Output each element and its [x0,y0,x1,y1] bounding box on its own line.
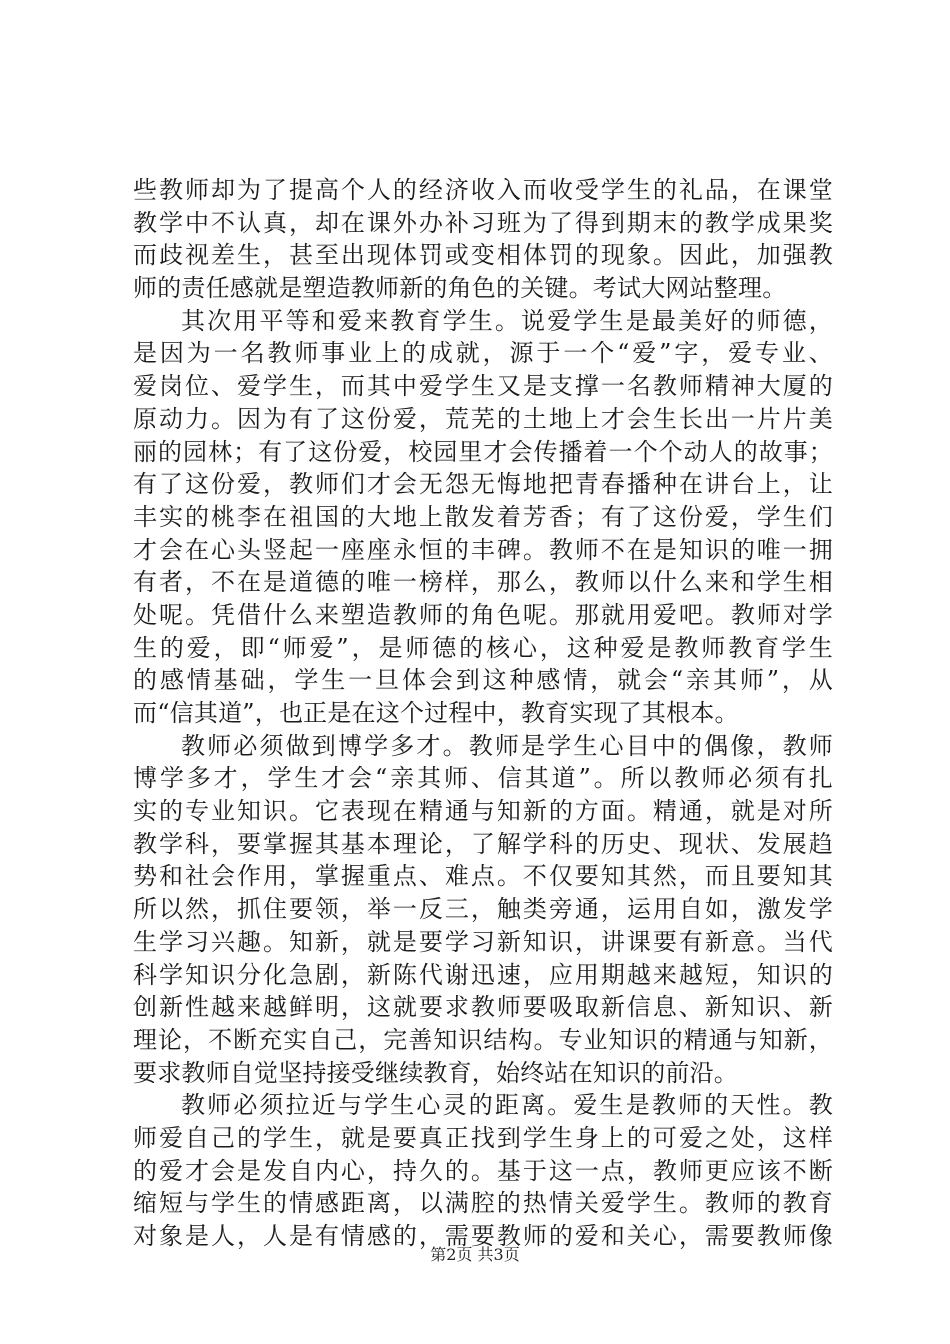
text-line: 处呢。凭借什么来塑造教师的角色呢。那就用爱吧。教师对学 [133,600,833,629]
text-line: 缩短与学生的情感距离，以满腔的热情关爱学生。教师的教育 [133,1189,833,1218]
body-text [133,174,833,1253]
text-line: 师的责任感就是塑造教师新的角色的关键。考试大网站整理。 [133,274,787,303]
text-line: 实的专业知识。它表现在精通与知新的方面。精通，就是对所 [133,797,833,826]
text-line: 师爱自己的学生，就是要真正找到学生身上的可爱之处，这样 [133,1123,833,1152]
text-line: 些教师却为了提高个人的经济收入而收受学生的礼品，在课堂 [133,176,833,204]
text-line: 的感情基础，学生一旦体会到这种感情，就会“亲其师”，从 [133,666,833,695]
text-line: 生学习兴趣。知新，就是要学习新知识，讲课要有新意。当代 [133,927,833,956]
text-line: 而“信其道”，也正是在这个过程中，教育实现了其根本。 [133,699,739,727]
text-line: 的爱才会是发自内心，持久的。基于这一点，教师更应该不断 [133,1156,833,1185]
text-line: 要求教师自觉坚持接受继续教育，始终站在知识的前沿。 [133,1058,738,1087]
text-line: 所以然，抓住要领，举一反三，触类旁通，运用自如，激发学 [133,895,833,924]
text-line: 而歧视差生，甚至出现体罚或变相体罚的现象。因此，加强教 [133,241,833,270]
paragraph-start-line: 教师必须做到博学多才。教师是学生心目中的偶像，教师 [181,731,833,760]
text-line: 理论，不断充实自己，完善知识结构。专业知识的精通与知新， [133,1025,833,1054]
text-line: 丰实的桃李在祖国的大地上散发着芳香；有了这份爱，学生们 [133,502,833,531]
text-line: 丽的园林；有了这份爱，校园里才会传播着一个个动人的故事； [133,437,833,466]
text-line: 势和社会作用，掌握重点、难点。不仅要知其然，而且要知其 [133,862,833,891]
text-line: 科学知识分化急剧，新陈代谢迅速，应用期越来越短，知识的 [133,960,833,989]
text-line: 生的爱，即“师爱”，是师德的核心，这种爱是教师教育学生 [133,633,833,662]
text-line: 有者，不在是道德的唯一榜样，那么，教师以什么来和学生相 [133,568,833,597]
text-line: 是因为一名教师事业上的成就，源于一个“爱”字，爱专业、 [133,339,833,368]
text-line: 对象是人，人是有情感的，需要教师的爱和关心，需要教师像 [133,1222,833,1250]
text-line: 爱岗位、爱学生，而其中爱学生又是支撑一名教师精神大厦的 [133,372,833,401]
text-line: 教学科，要掌握其基本理论，了解学科的历史、现状、发展趋 [133,829,833,858]
text-line: 博学多才，学生才会“亲其师、信其道”。所以教师必须有扎 [133,764,833,793]
paragraph-start-line: 教师必须拉近与学生心灵的距离。爱生是教师的天性。教 [181,1091,833,1120]
text-line: 有了这份爱，教师们才会无怨无悔地把青春播种在讲台上，让 [133,470,833,499]
text-line: 教学中不认真，却在课外办补习班为了得到期末的教学成果奖 [133,208,833,237]
text-line: 原动力。因为有了这份爱，荒芜的土地上才会生长出一片片美 [133,404,833,433]
paragraph-start-line: 其次用平等和爱来教育学生。说爱学生是最美好的师德， [181,306,833,335]
text-line: 创新性越来越鲜明，这就要求教师要吸取新信息、新知识、新 [133,993,833,1022]
text-line: 才会在心头竖起一座座永恒的丰碑。教师不在是知识的唯一拥 [133,535,833,564]
page-footer: 第2页 共3页 [430,1245,520,1264]
